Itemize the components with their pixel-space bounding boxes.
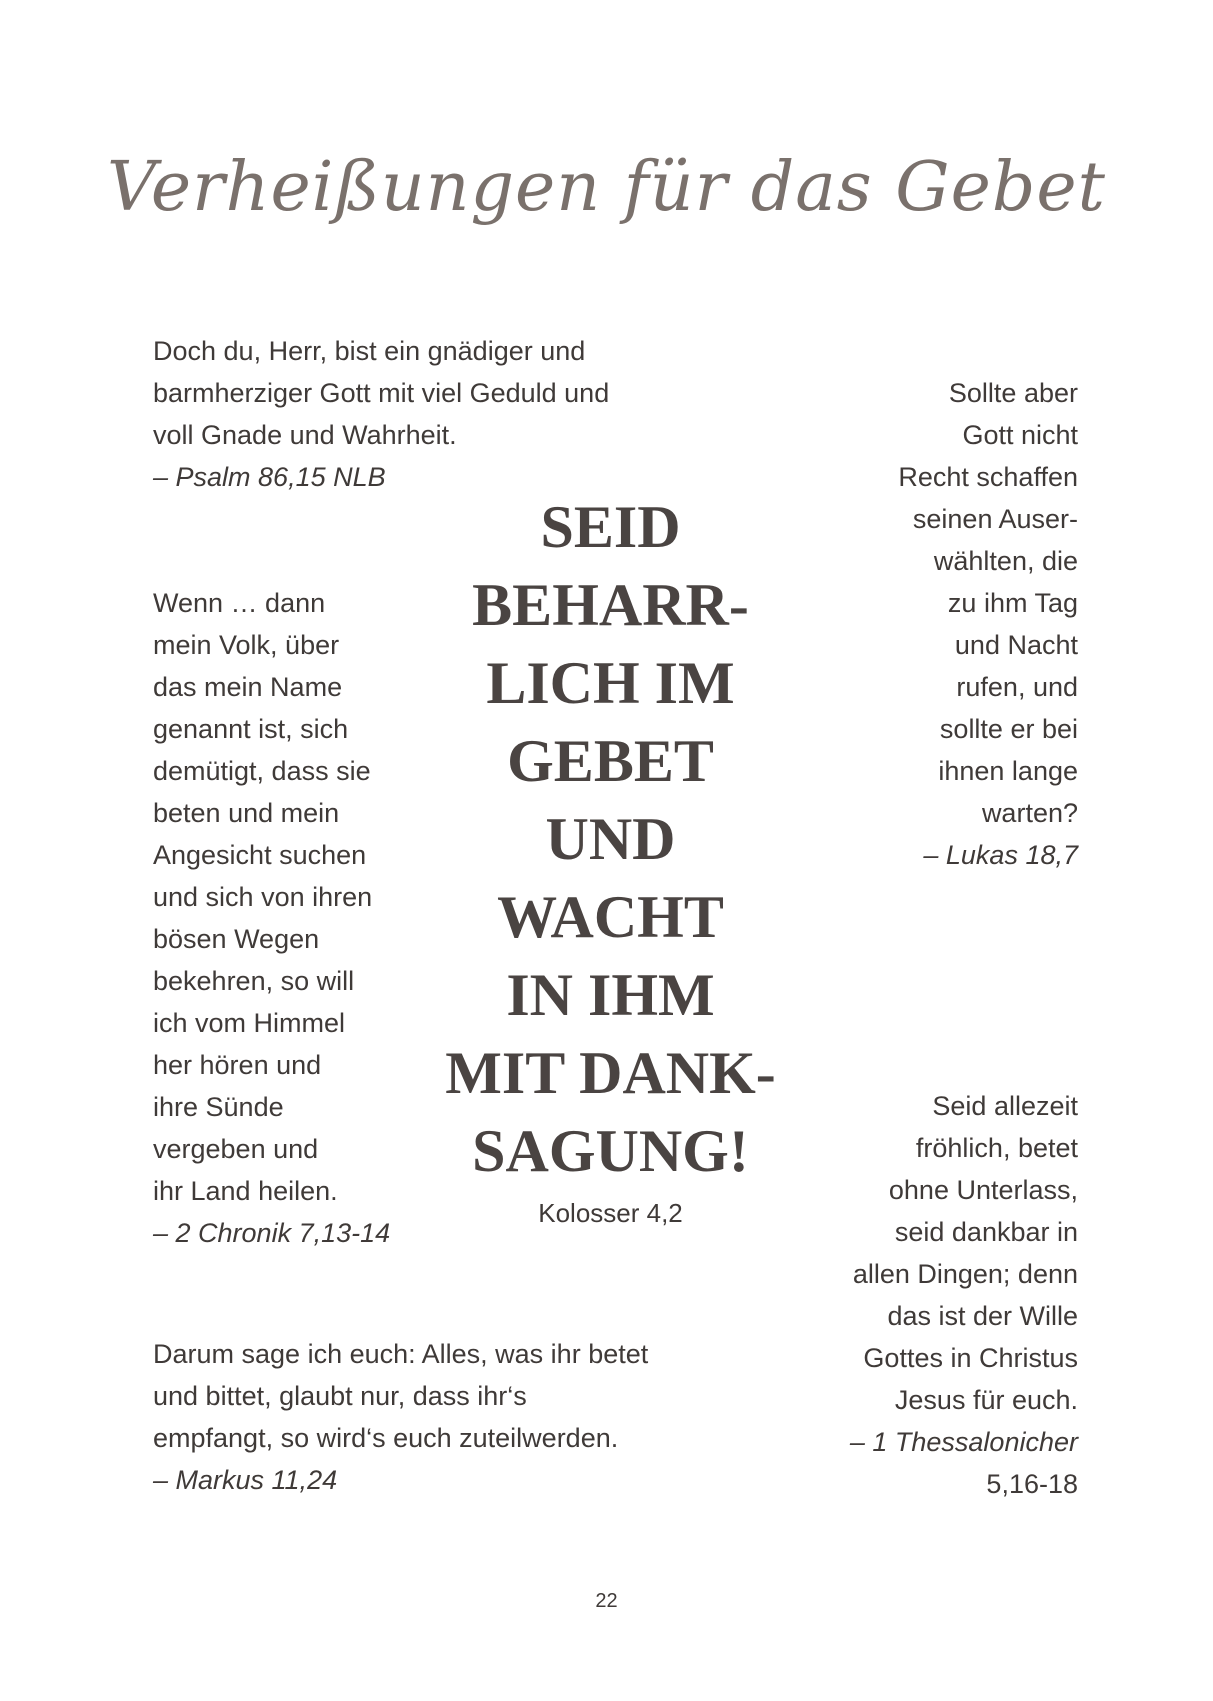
verse-markus <box>153 1333 713 1501</box>
verse-reference: – 2 Chronik 7,13-14 <box>153 1218 391 1248</box>
verse-line: das ist der Wille <box>887 1301 1078 1331</box>
verse-line: bösen Wegen <box>153 924 320 954</box>
quote-line: SAGUNG! <box>472 1118 749 1184</box>
verse-line: wählten, die <box>933 546 1078 576</box>
verse-line: seinen Auser- <box>912 504 1078 534</box>
page-title: Verheißungen für das Gebet <box>107 148 1106 227</box>
quote-line: IN IHM <box>506 962 715 1028</box>
verse-line: fröhlich, betet <box>915 1133 1078 1163</box>
verse-line: beten und mein <box>153 798 340 828</box>
verse-line: bekehren, so will <box>153 966 355 996</box>
verse-line: empfangt, so wird‘s euch zuteilwerden. <box>153 1423 619 1453</box>
quote-line: LICH IM <box>486 650 735 716</box>
verse-line: Wenn … dann <box>153 588 326 618</box>
quote-line: GEBET <box>507 728 714 794</box>
verse-line: her hören und <box>153 1050 322 1080</box>
verse-line: und Nacht <box>954 630 1078 660</box>
verse-line: barmherziger Gott mit viel Geduld und <box>153 378 610 408</box>
center-quote <box>433 488 788 1229</box>
verse-line: sollte er bei <box>939 714 1078 744</box>
verse-reference: – Lukas 18,7 <box>923 840 1078 870</box>
verse-line: und sich von ihren <box>153 882 373 912</box>
verse-line: ihre Sünde <box>153 1092 284 1122</box>
verse-line: Sollte aber <box>948 378 1078 408</box>
verse-line: genannt ist, sich <box>153 714 349 744</box>
verse-thessalonicher <box>790 1085 1078 1505</box>
verse-line: Recht schaffen <box>898 462 1078 492</box>
verse-line: Doch du, Herr, bist ein gnädiger und <box>153 336 586 366</box>
verse-line: warten? <box>981 798 1078 828</box>
quote-line: MIT DANK- <box>445 1040 776 1106</box>
verse-line: Angesicht suchen <box>153 840 367 870</box>
verse-psalm <box>153 330 713 498</box>
verse-reference: – Psalm 86,15 NLB <box>153 462 386 492</box>
verse-line: das mein Name <box>153 672 343 702</box>
verse-line: allen Dingen; denn <box>852 1259 1078 1289</box>
verse-line: und bittet, glaubt nur, dass ihr‘s <box>153 1381 527 1411</box>
quote-line: WACHT <box>497 884 724 950</box>
page-number: 22 <box>595 1590 618 1612</box>
verse-reference: – 1 Thessalonicher <box>849 1427 1078 1457</box>
verse-line: ihr Land heilen. <box>153 1176 338 1206</box>
verse-reference: 5,16-18 <box>986 1469 1078 1499</box>
verse-line: Gottes in Christus <box>863 1343 1078 1373</box>
verse-line: demütigt, dass sie <box>153 756 371 786</box>
verse-reference: – Markus 11,24 <box>153 1465 338 1495</box>
verse-line: rufen, und <box>956 672 1078 702</box>
verse-line: seid dankbar in <box>894 1217 1078 1247</box>
verse-line: Gott nicht <box>962 420 1078 450</box>
verse-line: mein Volk, über <box>153 630 340 660</box>
quote-line: UND <box>545 806 676 872</box>
verse-line: ohne Unterlass, <box>888 1175 1078 1205</box>
verse-line: vergeben und <box>153 1134 319 1164</box>
verse-line: voll Gnade und Wahrheit. <box>153 420 457 450</box>
quote-line: SEID <box>540 494 681 560</box>
verse-line: Jesus für euch. <box>894 1385 1078 1415</box>
verse-lukas <box>800 372 1078 876</box>
verse-line: ich vom Himmel <box>153 1008 346 1038</box>
verse-line: zu ihm Tag <box>947 588 1078 618</box>
verse-line: Darum sage ich euch: Alles, was ihr betet <box>153 1339 649 1369</box>
quote-reference: Kolosser 4,2 <box>538 1198 683 1228</box>
quote-line: BEHARR- <box>472 572 749 638</box>
verse-line: Seid allezeit <box>932 1091 1078 1121</box>
verse-line: ihnen lange <box>938 756 1078 786</box>
